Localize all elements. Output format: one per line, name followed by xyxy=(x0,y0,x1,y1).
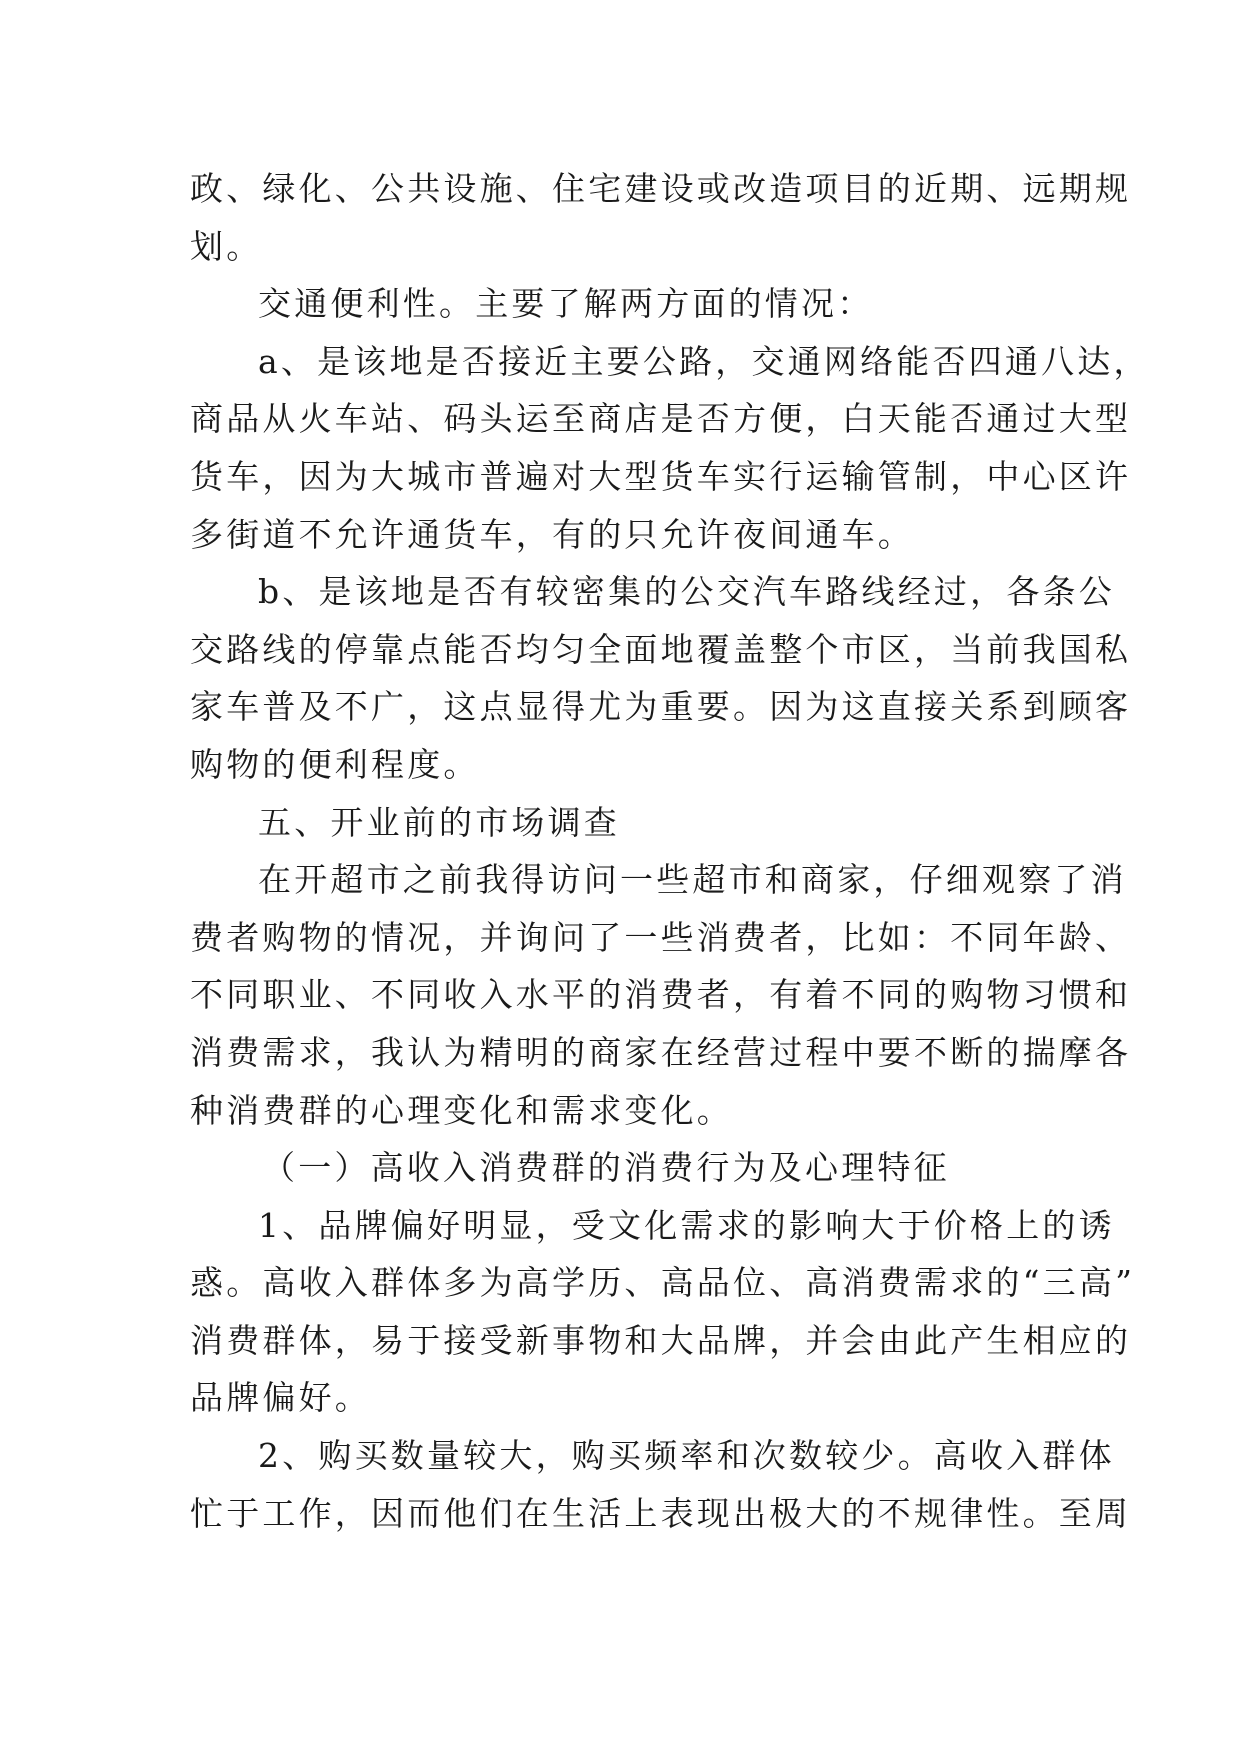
text-line: 政、绿化、公共设施、住宅建设或改造项目的近期、远期规 xyxy=(190,169,1132,208)
text-line: 品牌偏好。 xyxy=(190,1378,371,1418)
text-line: 在开超市之前我得访问一些超市和商家，仔细观察了消 xyxy=(258,860,1127,900)
text-line: a、是该地是否接近主要公路，交通网络能否四通八达， xyxy=(258,341,1150,381)
text-line: 费者购物的情况，并询问了一些消费者，比如：不同年龄、 xyxy=(190,917,1132,957)
text-line: 多街道不允许通货车，有的只允许夜间通车。 xyxy=(190,514,914,554)
section-heading: 五、开业前的市场调查 xyxy=(258,802,620,842)
text-line: 商品从火车站、码头运至商店是否方便，白天能否通过大型 xyxy=(190,399,1132,439)
text-line: 消费需求，我认为精明的商家在经营过程中要不断的揣摩各 xyxy=(190,1032,1132,1072)
text-line: 2、购买数量较大，购买频率和次数较少。高收入群体 xyxy=(258,1436,1115,1476)
text-line: 1、品牌偏好明显，受文化需求的影响大于价格上的诱 xyxy=(258,1205,1115,1245)
text-line: 家车普及不广，这点显得尤为重要。因为这直接关系到顾客 xyxy=(190,687,1132,727)
paragraph-heading-traffic: 交通便利性。主要了解两方面的情况： xyxy=(258,284,874,324)
text-line: 消费群体，易于接受新事物和大品牌，并会由此产生相应的 xyxy=(190,1320,1132,1360)
text-line: 不同职业、不同收入水平的消费者，有着不同的购物习惯和 xyxy=(190,975,1132,1015)
text-line: 忙于工作，因而他们在生活上表现出极大的不规律性。至周 xyxy=(190,1493,1132,1533)
text-line: 种消费群的心理变化和需求变化。 xyxy=(190,1090,733,1130)
text-line: 划。 xyxy=(190,226,263,266)
text-line: 购物的便利程度。 xyxy=(190,744,480,784)
document-body xyxy=(190,160,1150,1542)
text-line: b、是该地是否有较密集的公交汽车路线经过，各条公 xyxy=(258,572,1115,612)
text-line: 货车，因为大城市普遍对大型货车实行运输管制，中心区许 xyxy=(190,456,1132,496)
text-line: 交路线的停靠点能否均匀全面地覆盖整个市区，当前我国私 xyxy=(190,629,1132,669)
subsection-heading: （一）高收入消费群的消费行为及心理特征 xyxy=(262,1148,950,1188)
text-line: 惑。高收入群体多为高学历、高品位、高消费需求的“三高” xyxy=(190,1263,1136,1303)
